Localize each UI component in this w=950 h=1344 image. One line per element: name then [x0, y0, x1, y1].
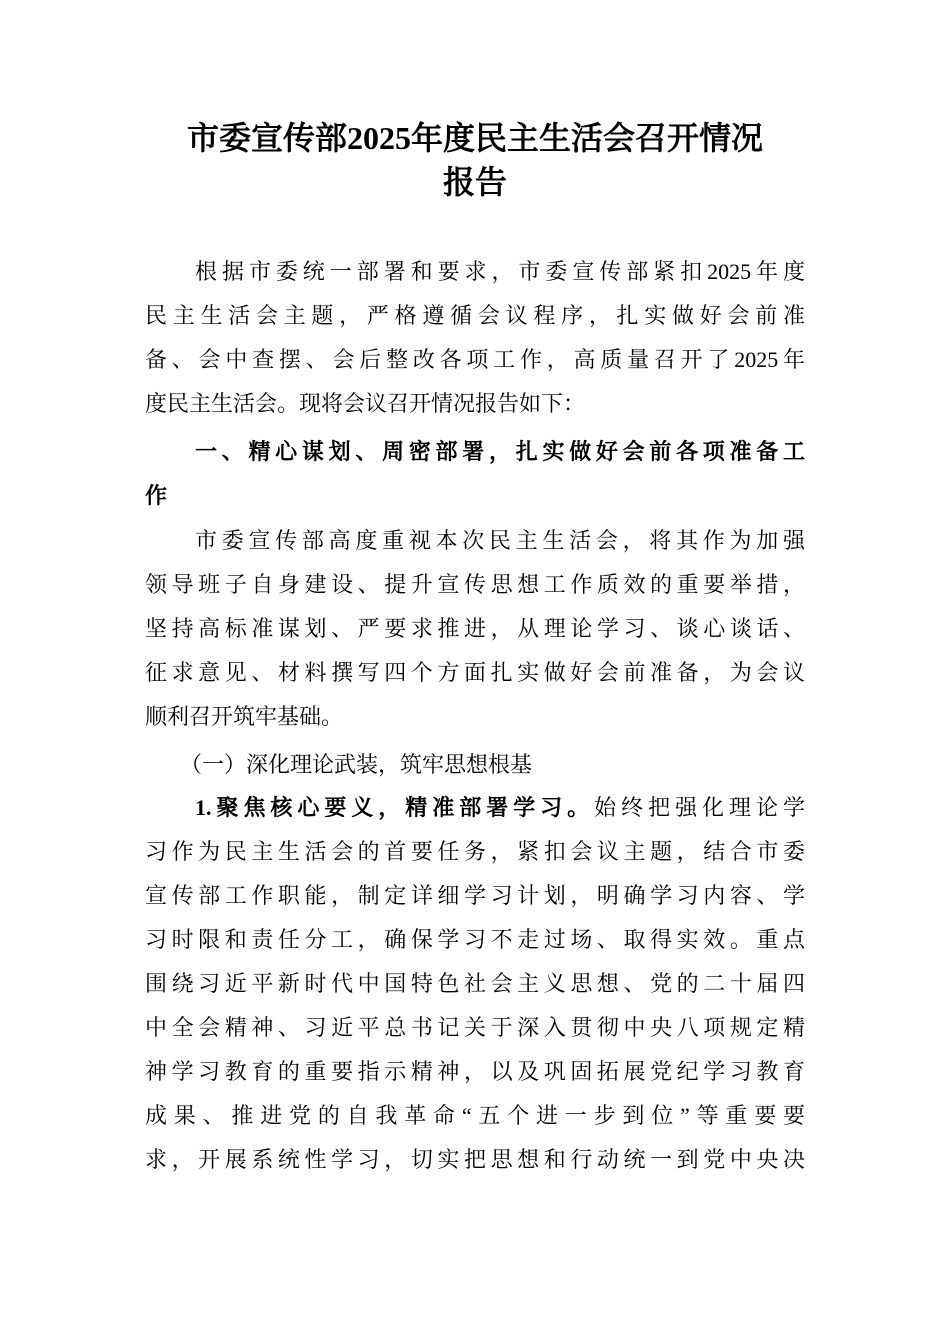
text-line: 民主生活会主题，严格遵循会议程序，扎实做好会前准 — [145, 303, 805, 328]
text-line: 备、会中查摆、会后整改各项工作，高质量召开了2025年 — [145, 347, 805, 372]
text-line: 习时限和责任分工，确保学习不走过场、取得实效。重点 — [145, 927, 805, 952]
title-line-2: 报告 — [442, 164, 507, 200]
text-line: 神学习教育的重要指示精神，以及巩固拓展党纪学习教育 — [145, 1059, 805, 1084]
text-line: 习作为民主生活会的首要任务，紧扣会议主题，结合市委 — [145, 839, 805, 864]
text-line: 根据市委统一部署和要求，市委宣传部紧扣2025年度 — [195, 259, 805, 284]
text-line: 作 — [145, 483, 168, 508]
section-1-paragraph — [145, 519, 805, 739]
section-1-heading — [145, 430, 805, 518]
title-line-1: 市委宣传部2025年度民主生活会召开情况 — [186, 120, 763, 156]
text-line: 顺利召开筑牢基础。 — [145, 704, 344, 729]
text-line: 市委宣传部高度重视本次民主生活会，将其作为加强 — [195, 528, 805, 553]
text-line: 成果、推进党的自我革命“五个进一步到位”等重要要 — [145, 1103, 805, 1128]
text-line: 坚持高标准谋划、严要求推进，从理论学习、谈心谈话、 — [145, 616, 805, 641]
item-1-rest: 始终把强化理论学 — [594, 795, 805, 820]
text-line: 征求意见、材料撰写四个方面扎实做好会前准备，为会议 — [145, 660, 805, 685]
text-line: 度民主生活会。现将会议召开情况报告如下： — [145, 391, 586, 416]
text-line: 宣传部工作职能，制定详细学习计划，明确学习内容、学 — [145, 883, 805, 908]
text-line: 求，开展系统性学习，切实把思想和行动统一到党中央决 — [145, 1147, 805, 1172]
text-line: 一、精心谋划、周密部署，扎实做好会前各项准备工 — [195, 439, 805, 464]
document-title — [100, 116, 850, 204]
text-line: 围绕习近平新时代中国特色社会主义思想、党的二十届四 — [145, 971, 805, 996]
text-line — [145, 786, 805, 830]
text-line: 领导班子自身建设、提升宣传思想工作质效的重要举措， — [145, 572, 805, 597]
subsection-1-heading — [145, 743, 805, 787]
text-line: （一）深化理论武装，筑牢思想根基 — [180, 752, 533, 777]
item-1-lead: 1.聚焦核心要义，精准部署学习。 — [195, 795, 595, 820]
text-line: 中全会精神、习近平总书记关于深入贯彻中央八项规定精 — [145, 1015, 805, 1040]
item-1-paragraph — [145, 786, 805, 1182]
intro-paragraph — [145, 250, 805, 426]
